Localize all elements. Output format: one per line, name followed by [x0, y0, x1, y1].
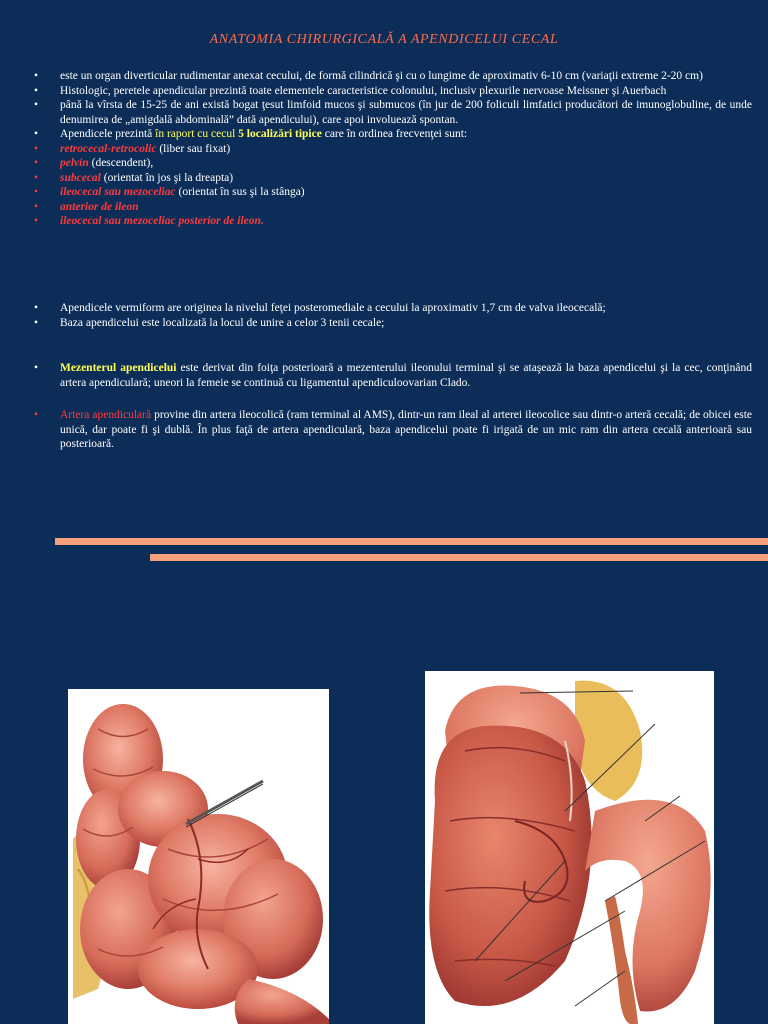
highlight-text: în raport cu cecul — [155, 128, 236, 140]
location-name: ileocecal sau mezoceliac posterior de ileon. — [60, 215, 264, 227]
location-desc: (orientat în jos şi la dreapta) — [100, 171, 234, 184]
term-label: Mezenterul apendicelui — [60, 362, 177, 374]
location-desc: (liber sau fixat) — [156, 142, 231, 155]
list-item — [34, 316, 752, 331]
location-name: pelvin — [60, 157, 89, 169]
bullet-list-description — [34, 69, 752, 229]
list-item — [34, 171, 752, 186]
cecum-illustration — [425, 671, 714, 1024]
item-text: este derivat din foiţa posterioară a mezenterului ileonului terminal şi se ataşează la baza apendicelui şi la cec, conţinând artera apendiculară; uneori la femeie se continuă cu ligamentul apendiculoovarian Clado. — [60, 362, 752, 389]
item-text: Apendicele prezintă — [60, 128, 156, 140]
location-desc: (descendent), — [88, 157, 154, 169]
list-item — [34, 361, 752, 390]
list-item — [34, 98, 752, 127]
list-item — [34, 156, 752, 171]
list-item — [34, 200, 752, 215]
item-text: Histologic, peretele apendicular prezintă toate elementele caracteristice colonului, inclusiv plexurile nervoase Meissner şi Auerbach — [60, 84, 667, 97]
bullet-list-mesentery — [34, 361, 752, 390]
list-item — [34, 214, 752, 229]
item-text: Baza apendicelui este localizată la locul de unire a celor 3 tenii cecale; — [60, 316, 385, 329]
list-item — [34, 127, 752, 142]
location-name: anterior de ileon — [60, 200, 139, 213]
location-name: ileocecal sau mezoceliac — [60, 186, 176, 198]
item-text: care în ordinea frecvenţei sunt: — [321, 128, 468, 140]
term-label: Artera apendiculară — [60, 409, 152, 421]
highlight-text: 5 localizări tipice — [238, 128, 322, 140]
list-item — [34, 69, 752, 84]
anatomy-illustration-left — [68, 689, 329, 1024]
list-item — [34, 408, 752, 452]
location-name: subcecal — [60, 171, 101, 184]
decorative-divider — [150, 554, 768, 561]
list-item — [34, 301, 752, 316]
item-text: provine din artera ileocolică (ram terminal al AMS), dintr-un ram ileal al arterei ileocolice sau dintr-o arteră cecală; de obicei este unică, dar poate fi şi dublă. În plus faţă de artera apendiculară, baza apendicelui poate fi irigată de un mic ram din artera cecală anterioară sau posterioară. — [60, 409, 753, 450]
bullet-list-origin — [34, 301, 752, 330]
page-title: ANATOMIA CHIRURGICALĂ A APENDICELUI CECAL — [209, 32, 559, 47]
list-item — [34, 185, 752, 200]
item-text: Apendicele vermiform are originea la nivelul feţei posteromediale a cecului la aproximativ 1,7 cm de valva ileocecală; — [60, 302, 606, 314]
location-name: retrocecal-retrocolic — [60, 142, 157, 155]
list-item — [34, 84, 752, 99]
location-desc: (orientat în sus şi la stânga) — [175, 186, 305, 198]
item-text: este un organ diverticular rudimentar anexat cecului, de formă cilindrică şi cu o lungime de aproximativ 6-10 cm (variaţii extreme 2-20 cm) — [60, 70, 703, 82]
anatomy-illustration-right — [425, 671, 714, 1024]
item-text: până la vîrsta de 15-25 de ani există bogat ţesut limfoid mucos şi submucos (în jur de 200 foliculi limfatici producători de imunoglobuline, de unde denumirea de „amigdală abdominală” dată apendicului), care apoi involuează spontan. — [60, 99, 752, 126]
decorative-divider — [55, 538, 768, 545]
bullet-list-artery — [34, 408, 752, 452]
list-item — [34, 142, 752, 157]
intestine-illustration — [68, 689, 329, 1024]
